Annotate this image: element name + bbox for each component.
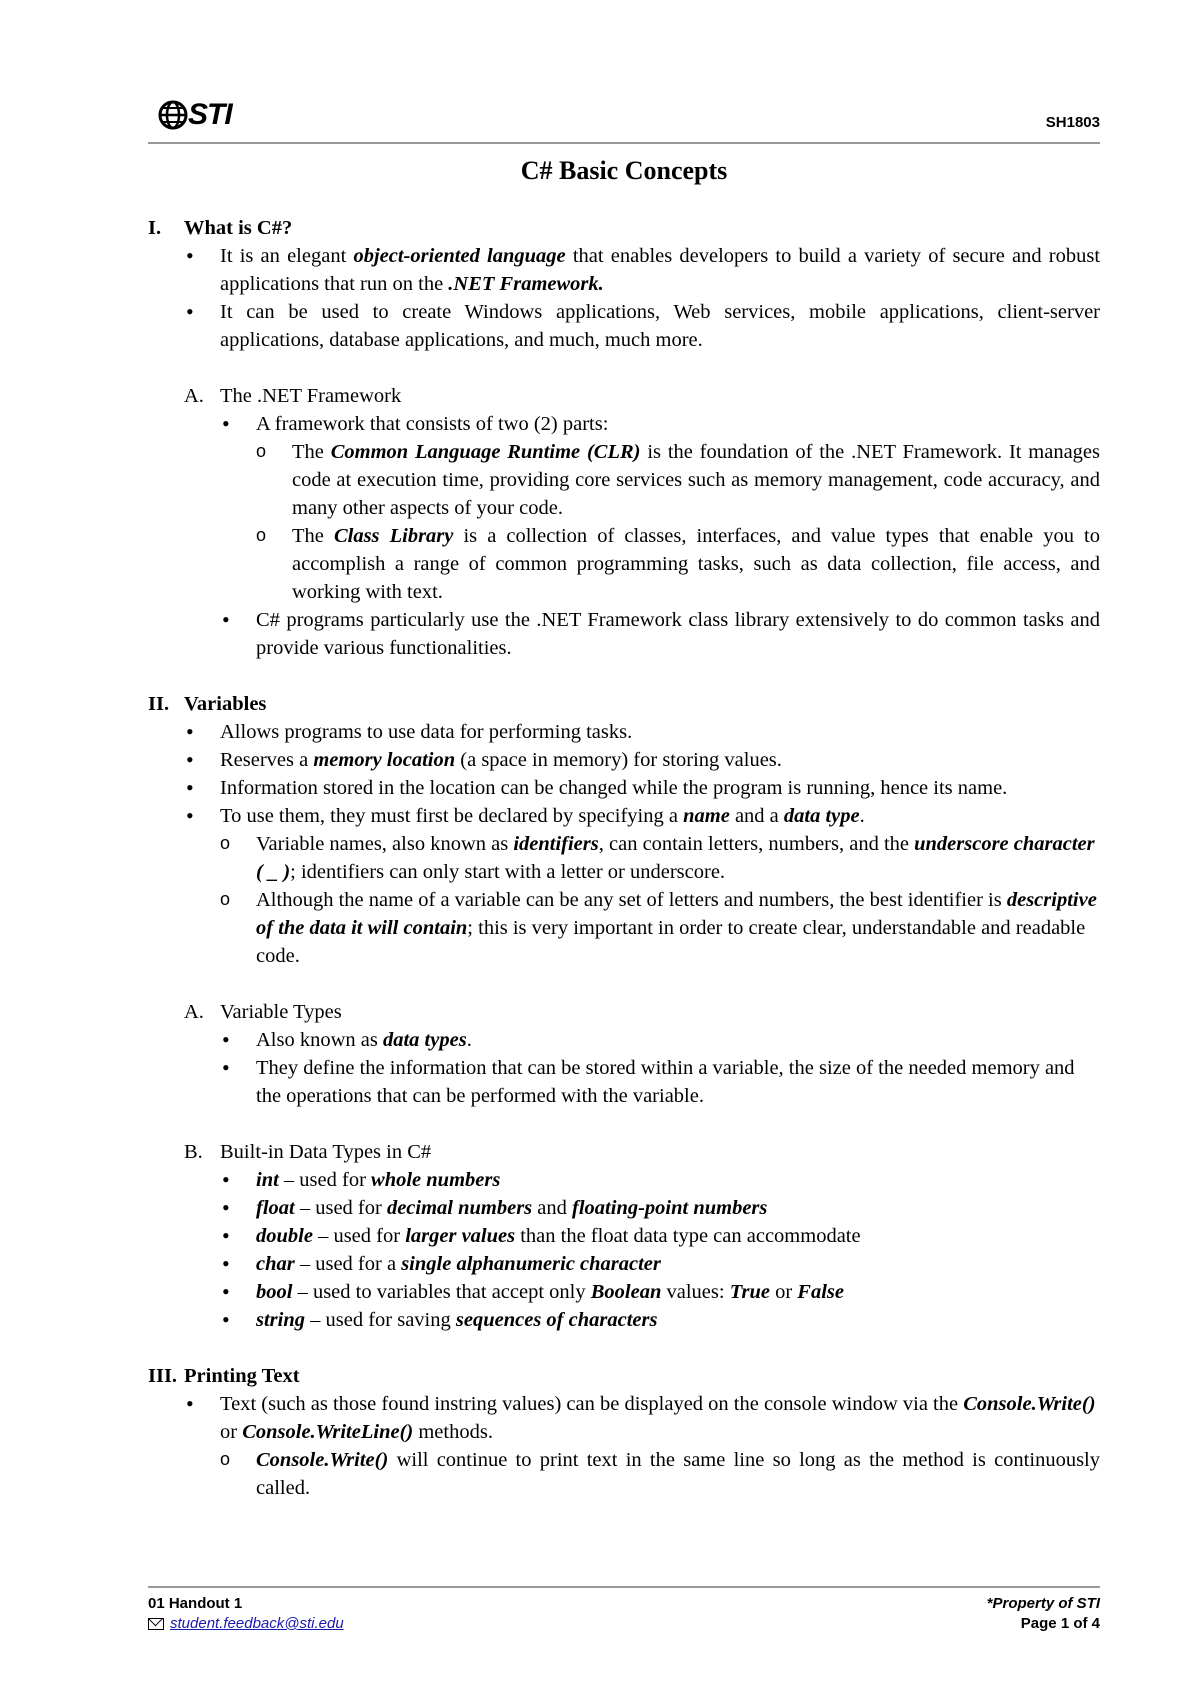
list-item: • It can be used to create Windows applications, Web services, mobile applications, client-server applications, database applications, and much, much more. (148, 298, 1100, 354)
sub-list-item: o Console.Write() will continue to print text in the same line so long as the method is continuously called. (148, 1446, 1100, 1502)
data-type-item: • float – used for decimal numbers and floating-point numbers (148, 1194, 1100, 1222)
data-type-item: • char – used for a single alphanumeric character (148, 1250, 1100, 1278)
globe-icon (156, 98, 190, 132)
header-divider (148, 142, 1100, 144)
sub-list-item: o Although the name of a variable can be any set of letters and numbers, the best identifier is descriptive of the data it will contain; this is very important in order to create clear, understandable and readable code. (148, 886, 1100, 970)
list-item: • C# programs particularly use the .NET Framework class library extensively to do common tasks and provide various functionalities. (148, 606, 1100, 662)
section-number: III. (148, 1365, 178, 1387)
section-number: I. (148, 217, 162, 239)
data-type-item: • string – used for saving sequences of characters (148, 1306, 1100, 1334)
envelope-icon (148, 1618, 164, 1630)
document-code: SH1803 (1045, 114, 1100, 131)
list-item: • Also known as data types. (148, 1026, 1100, 1054)
page-header (148, 96, 1100, 142)
list-item: • It is an elegant object-oriented language that enables developers to build a variety of secure and robust applications that run on the .NET Framework. (148, 242, 1100, 298)
subsection-letter: B. (184, 1141, 203, 1163)
subsection-heading (148, 1138, 1100, 1166)
list-item: • Information stored in the location can be changed while the program is running, hence its name. (148, 774, 1100, 802)
list-item: • A framework that consists of two (2) parts: (148, 410, 1100, 438)
document-body (148, 214, 1100, 1502)
list-item: • Allows programs to use data for performing tasks. (148, 718, 1100, 746)
data-type-item: • bool – used to variables that accept only Boolean values: True or False (148, 1278, 1100, 1306)
sti-logo (156, 98, 232, 132)
subsection-heading (148, 998, 1100, 1026)
list-item: • Reserves a memory location (a space in memory) for storing values. (148, 746, 1100, 774)
section-heading (148, 690, 1100, 718)
brand-name: STI (188, 98, 232, 131)
data-type-item: • double – used for larger values than the float data type can accommodate (148, 1222, 1100, 1250)
sub-list-item: o Variable names, also known as identifiers, can contain letters, numbers, and the underscore character ( _ ); identifiers can only start with a letter or underscore. (148, 830, 1100, 886)
property-notice: *Property of STI (986, 1595, 1100, 1612)
list-item: • To use them, they must first be declared by specifying a name and a data type. (148, 802, 1100, 830)
list-item: • Text (such as those found instring values) can be displayed on the console window via the Console.Write() or Console.WriteLine() methods. (148, 1390, 1100, 1446)
section-title: Printing Text (184, 1365, 300, 1387)
page-number: Page 1 of 4 (1020, 1615, 1100, 1632)
list-item: • They define the information that can be stored within a variable, the size of the needed memory and the operations that can be performed with the variable. (148, 1054, 1100, 1110)
section-number: II. (148, 693, 170, 715)
sub-list-item: o The Common Language Runtime (CLR) is the foundation of the .NET Framework. It manages code at execution time, providing core services such as memory management, code accuracy, and many other aspects of your code. (148, 438, 1100, 522)
subsection-letter: A. (184, 1001, 204, 1023)
section-heading (148, 214, 1100, 242)
subsection-title: Built-in Data Types in C# (220, 1141, 432, 1163)
handout-label: 01 Handout 1 (148, 1595, 243, 1612)
subsection-letter: A. (184, 385, 204, 407)
section-heading (148, 1362, 1100, 1390)
subsection-title: The .NET Framework (220, 385, 402, 407)
footer-divider (148, 1586, 1100, 1588)
sub-list-item: o The Class Library is a collection of classes, interfaces, and value types that enable you to accomplish a range of common programming tasks, such as data collection, file access, and working with text. (148, 522, 1100, 606)
section-title: Variables (184, 693, 267, 715)
subsection-heading (148, 382, 1100, 410)
page-title: C# Basic Concepts (520, 156, 728, 185)
subsection-title: Variable Types (220, 1001, 342, 1023)
feedback-email-link[interactable]: student.feedback@sti.edu (170, 1615, 344, 1632)
section-title: What is C#? (184, 217, 293, 239)
data-type-item: • int – used for whole numbers (148, 1166, 1100, 1194)
